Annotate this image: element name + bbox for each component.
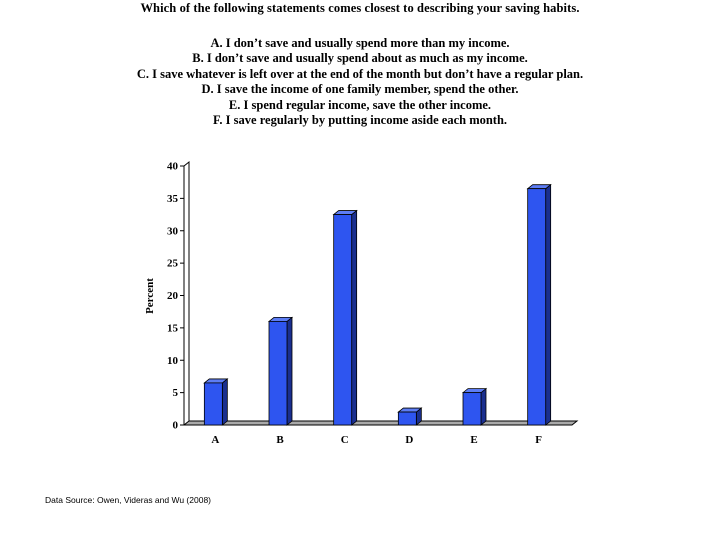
chart-floor <box>184 421 577 425</box>
bar <box>204 379 227 425</box>
y-tick-label: 15 <box>167 322 178 335</box>
bar <box>269 317 292 425</box>
bar-side <box>287 317 292 425</box>
data-source-note: Data Source: Owen, Videras and Wu (2008) <box>45 495 211 505</box>
bar-side <box>481 389 486 425</box>
y-axis-label: Percent <box>144 278 156 314</box>
option-b: B. I don’t save and usually spend about as much as my income. <box>192 51 528 66</box>
bar <box>398 408 421 425</box>
bar <box>528 185 551 425</box>
option-f: F. I save regularly by putting income aside each month. <box>212 113 508 128</box>
bar-front <box>334 215 352 425</box>
x-tick-label: B <box>276 434 284 446</box>
bar-front <box>204 383 222 425</box>
x-tick-label: F <box>535 434 543 446</box>
bar-side <box>352 211 357 425</box>
chart-axes <box>167 161 577 447</box>
y-tick-label: 5 <box>172 387 178 400</box>
bar-front <box>269 321 287 425</box>
bar-side <box>546 185 551 425</box>
y-axis-wall <box>184 162 189 425</box>
bar <box>463 389 486 425</box>
y-tick-label: 0 <box>172 419 178 432</box>
bar-front <box>528 189 546 425</box>
y-tick-label: 40 <box>167 160 178 173</box>
question-title: Which of the following statements comes closest to describing your saving habits. <box>140 1 580 15</box>
option-a: A. I don’t save and usually spend more than my income. <box>210 36 510 50</box>
x-tick-label: C <box>340 434 349 446</box>
option-e: E. I spend regular income, save the other income. <box>228 97 492 112</box>
x-tick-label: E <box>470 434 478 446</box>
y-tick-label: 10 <box>167 354 178 367</box>
y-tick-label: 30 <box>167 225 178 238</box>
bar-side <box>222 379 227 425</box>
x-tick-label: A <box>211 434 220 446</box>
option-c: C. I save whatever is left over at the end of the month but don’t have a regular plan. <box>136 66 584 81</box>
y-tick-label: 25 <box>167 257 178 270</box>
option-d: D. I save the income of one family member, spend the other. <box>201 82 519 97</box>
y-tick-label: 20 <box>167 290 178 302</box>
y-tick-label: 35 <box>167 192 178 205</box>
bar <box>334 211 357 425</box>
chart-labels <box>144 278 156 314</box>
bar-front <box>398 412 416 425</box>
bar-front <box>463 393 481 425</box>
x-tick-label: D <box>405 434 414 446</box>
chart-bars <box>204 185 550 425</box>
